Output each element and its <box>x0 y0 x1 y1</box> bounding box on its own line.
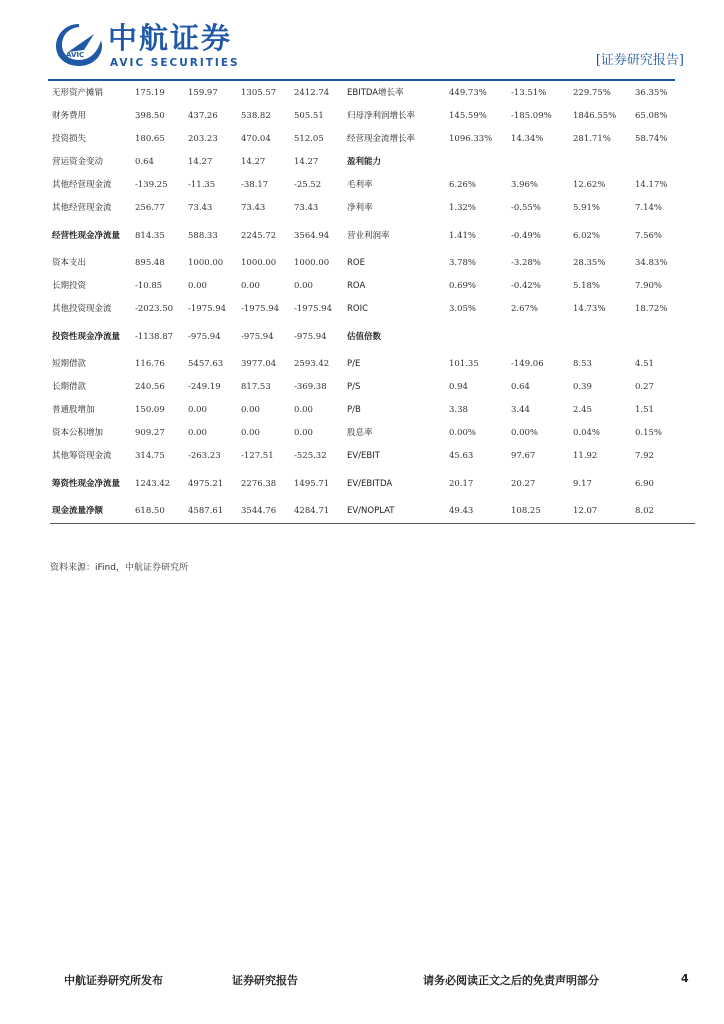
table-cell: 1000.00 <box>241 258 277 268</box>
row-label: 营运资金变动 <box>52 157 104 167</box>
table-cell: 0.00 <box>294 405 313 415</box>
table-row <box>50 298 695 321</box>
table-cell: 150.09 <box>135 405 165 415</box>
table-cell: -263.23 <box>188 451 221 461</box>
financial-table-body <box>50 82 695 524</box>
table-cell: 398.50 <box>135 111 165 121</box>
table-cell: -249.19 <box>188 382 221 392</box>
table-cell: 97.67 <box>511 451 536 461</box>
row-label: 营业利润率 <box>347 230 390 241</box>
table-cell: 6.02% <box>573 230 601 241</box>
table-cell: 229.75% <box>573 88 611 98</box>
table-cell: 6.90 <box>635 478 654 489</box>
table-cell: 2412.74 <box>294 88 330 98</box>
table-cell: 0.00 <box>241 281 260 291</box>
table-cell: 0.00 <box>241 428 260 438</box>
row-label: 经营性现金净流量 <box>52 230 121 241</box>
table-cell: 65.08% <box>635 111 668 121</box>
table-cell: 1.41% <box>449 230 477 241</box>
table-cell: -139.25 <box>135 180 168 190</box>
table-row <box>50 220 695 252</box>
table-cell: 3977.04 <box>241 359 277 369</box>
table-cell <box>447 151 509 174</box>
table-cell: 1305.57 <box>241 88 277 98</box>
table-cell: 0.15% <box>635 428 663 438</box>
table-cell: 2.67% <box>511 304 539 314</box>
row-label: 其他筹资现金流 <box>52 451 112 461</box>
table-cell: 2276.38 <box>241 478 277 489</box>
page-footer <box>0 972 724 992</box>
table-cell: 1846.55% <box>573 111 617 121</box>
row-label: 资本支出 <box>52 258 87 268</box>
table-cell: 145.59% <box>449 111 487 121</box>
table-cell: 3.96% <box>511 180 539 190</box>
table-cell: 0.39 <box>573 382 592 392</box>
table-cell: 618.50 <box>133 500 186 524</box>
table-cell: 7.92 <box>635 451 654 461</box>
table-row <box>50 422 695 445</box>
table-cell: 1.51 <box>635 405 654 415</box>
row-label: 现金流量净额 <box>50 500 133 524</box>
table-cell: 12.07 <box>571 500 633 524</box>
row-label: ROIC <box>347 304 369 314</box>
table-cell <box>571 151 633 174</box>
row-label: P/S <box>347 382 361 392</box>
table-cell: 73.43 <box>294 203 319 213</box>
table-cell: 7.14% <box>635 203 663 213</box>
table-cell: -525.32 <box>294 451 327 461</box>
table-cell: 180.65 <box>135 134 165 144</box>
table-cell: 1096.33% <box>449 134 493 144</box>
table-row <box>50 151 695 174</box>
table-cell <box>447 321 509 353</box>
table-cell: 281.71% <box>573 134 611 144</box>
table-cell: -975.94 <box>188 331 221 342</box>
table-cell: -38.17 <box>241 180 269 190</box>
financial-forecast-table <box>50 82 695 524</box>
page-header <box>0 0 724 82</box>
table-cell: -185.09% <box>511 111 552 121</box>
table-cell: 0.00 <box>241 405 260 415</box>
table-cell: 0.00 <box>188 405 207 415</box>
table-cell: 0.00% <box>511 428 539 438</box>
table-cell: 4587.61 <box>186 500 239 524</box>
table-cell: 0.04% <box>573 428 601 438</box>
table-cell: 3544.76 <box>239 500 292 524</box>
row-label: ROA <box>347 281 366 291</box>
table-cell: 49.43 <box>447 500 509 524</box>
table-cell: 512.05 <box>294 134 324 144</box>
table-cell: 203.23 <box>188 134 218 144</box>
table-cell: -369.38 <box>294 382 327 392</box>
table-row <box>50 445 695 468</box>
data-source-note: 资料来源：iFind，中航证券研究所 <box>50 563 188 573</box>
table-cell: -11.35 <box>188 180 216 190</box>
table-cell: 3.38 <box>449 405 468 415</box>
page-number: 4 <box>681 972 689 985</box>
table-cell: 0.94 <box>449 382 468 392</box>
table-cell: 73.43 <box>188 203 213 213</box>
table-cell: -975.94 <box>294 331 327 342</box>
table-cell: -0.49% <box>511 230 541 241</box>
table-cell: 240.56 <box>135 382 165 392</box>
table-cell: 0.27 <box>635 382 654 392</box>
table-row <box>50 82 695 105</box>
row-label: 其他经营现金流 <box>52 203 112 213</box>
table-cell: 2245.72 <box>241 230 277 241</box>
table-cell: 3.78% <box>449 258 477 268</box>
table-cell: 0.00% <box>449 428 477 438</box>
table-cell: 895.48 <box>135 258 165 268</box>
table-cell: -1975.94 <box>188 304 227 314</box>
table-cell: 2.45 <box>573 405 592 415</box>
table-cell: 4284.71 <box>292 500 345 524</box>
table-cell: 0.00 <box>188 428 207 438</box>
table-cell: 14.27 <box>188 157 213 167</box>
table-cell: 20.17 <box>449 478 474 489</box>
table-cell: 4.51 <box>635 359 654 369</box>
table-cell: -3.28% <box>511 258 541 268</box>
row-label: EV/NOPLAT <box>345 500 447 524</box>
brand-name-cn: 中航证券 <box>108 21 233 55</box>
table-row <box>50 128 695 151</box>
table-cell: 34.83% <box>635 258 668 268</box>
table-cell: 5457.63 <box>188 359 224 369</box>
table-row <box>50 376 695 399</box>
section-heading: 估值倍数 <box>347 331 382 342</box>
table-cell: 6.26% <box>449 180 477 190</box>
table-cell: 18.72% <box>635 304 668 314</box>
footer-report-type: 证券研究报告 <box>232 974 298 987</box>
table-cell: 909.27 <box>135 428 165 438</box>
table-cell: 2593.42 <box>294 359 330 369</box>
table-cell <box>633 151 695 174</box>
row-label: 普通股增加 <box>52 405 95 415</box>
table-cell: 5.18% <box>573 281 601 291</box>
row-label: 净利率 <box>347 203 373 213</box>
table-cell: 45.63 <box>449 451 474 461</box>
table-cell: 0.00 <box>294 428 313 438</box>
table-row <box>50 252 695 275</box>
table-cell: 817.53 <box>241 382 271 392</box>
row-label: 资本公积增加 <box>52 428 104 438</box>
table-cell: 1243.42 <box>135 478 171 489</box>
table-cell: 538.82 <box>241 111 271 121</box>
table-row <box>50 197 695 220</box>
row-label: 无形资产摊销 <box>52 88 104 98</box>
table-row <box>50 321 695 353</box>
table-cell: -1138.87 <box>135 331 174 342</box>
table-cell: 14.17% <box>635 180 668 190</box>
row-label: 股息率 <box>347 428 373 438</box>
table-cell: -0.55% <box>511 203 541 213</box>
footer-publisher: 中航证券研究所发布 <box>64 974 163 987</box>
table-cell: 0.00 <box>294 281 313 291</box>
row-label: 筹资性现金净流量 <box>52 478 121 489</box>
table-cell: 101.35 <box>449 359 479 369</box>
table-cell: 8.53 <box>573 359 592 369</box>
table-cell: 470.04 <box>241 134 271 144</box>
table-cell: 505.51 <box>294 111 324 121</box>
table-cell: 3.05% <box>449 304 477 314</box>
row-label: 长期借款 <box>52 382 87 392</box>
footer-disclaimer: 请务必阅读正文之后的免责声明部分 <box>423 974 599 987</box>
table-cell: 116.76 <box>135 359 165 369</box>
table-row <box>50 468 695 500</box>
table-cell: 7.90% <box>635 281 663 291</box>
row-label: EBITDA增长率 <box>347 88 404 98</box>
financial-table-container <box>50 82 672 524</box>
table-cell: -2023.50 <box>135 304 174 314</box>
table-cell: 1495.71 <box>294 478 330 489</box>
table-cell: 0.00 <box>188 281 207 291</box>
table-cell: -975.94 <box>241 331 274 342</box>
row-label: 财务费用 <box>52 111 87 121</box>
table-cell: 14.34% <box>511 134 544 144</box>
table-cell: 0.64 <box>511 382 530 392</box>
table-row <box>50 275 695 298</box>
avic-logo-text: AVIC <box>66 51 85 59</box>
table-cell: -149.06 <box>511 359 544 369</box>
table-cell <box>571 321 633 353</box>
table-cell: 58.74% <box>635 134 668 144</box>
row-label: P/B <box>347 405 361 415</box>
table-cell: 28.35% <box>573 258 606 268</box>
row-label: ROE <box>347 258 365 268</box>
table-cell: 0.69% <box>449 281 477 291</box>
table-cell <box>509 151 571 174</box>
table-cell: 8.02 <box>633 500 695 524</box>
row-label: 其他投资现金流 <box>52 304 112 314</box>
table-cell: 14.27 <box>294 157 319 167</box>
row-label: 短期借款 <box>52 359 87 369</box>
table-cell: 814.35 <box>135 230 165 241</box>
table-row <box>50 174 695 197</box>
row-label: EV/EBITDA <box>347 478 393 489</box>
table-cell: 1000.00 <box>188 258 224 268</box>
report-type-tag: [证券研究报告] <box>595 53 684 68</box>
table-cell: 3.44 <box>511 405 530 415</box>
table-row <box>50 399 695 422</box>
table-cell: -13.51% <box>511 88 547 98</box>
table-cell: 1.32% <box>449 203 477 213</box>
table-cell: 12.62% <box>573 180 606 190</box>
table-cell: 256.77 <box>135 203 165 213</box>
row-label: 投资性现金净流量 <box>52 331 121 342</box>
table-cell: 0.64 <box>135 157 154 167</box>
row-label: 归母净利润增长率 <box>347 111 416 121</box>
table-cell: -0.42% <box>511 281 541 291</box>
row-label: 投资损失 <box>52 134 87 144</box>
table-cell: 588.33 <box>188 230 218 241</box>
header-divider <box>48 79 675 81</box>
row-label: 长期投资 <box>52 281 87 291</box>
table-cell: 449.73% <box>449 88 487 98</box>
table-row <box>50 500 695 524</box>
table-cell: 9.17 <box>573 478 592 489</box>
table-cell: 14.27 <box>241 157 266 167</box>
row-label: P/E <box>347 359 361 369</box>
table-cell: 1000.00 <box>294 258 330 268</box>
table-cell: 4975.21 <box>188 478 224 489</box>
row-label: 其他经营现金流 <box>52 180 112 190</box>
table-cell: 11.92 <box>573 451 598 461</box>
table-cell: 314.75 <box>135 451 165 461</box>
table-cell: 14.73% <box>573 304 606 314</box>
row-label: 经营现金流增长率 <box>347 134 416 144</box>
table-cell: 3564.94 <box>294 230 330 241</box>
table-cell: 36.35% <box>635 88 668 98</box>
table-cell: 175.19 <box>135 88 165 98</box>
avic-logo-icon <box>54 22 104 68</box>
table-cell <box>633 321 695 353</box>
table-cell <box>509 321 571 353</box>
table-cell: 20.27 <box>511 478 536 489</box>
table-cell: -10.85 <box>135 281 163 291</box>
table-cell: 73.43 <box>241 203 266 213</box>
table-cell: -25.52 <box>294 180 322 190</box>
table-cell: 437.26 <box>188 111 218 121</box>
row-label: EV/EBIT <box>347 451 380 461</box>
table-row <box>50 353 695 376</box>
table-cell: -1975.94 <box>294 304 333 314</box>
brand-name-en: AVIC SECURITIES <box>110 57 240 69</box>
table-cell: -1975.94 <box>241 304 280 314</box>
row-label: 毛利率 <box>347 180 373 190</box>
table-cell: 159.97 <box>188 88 218 98</box>
table-cell: 108.25 <box>509 500 571 524</box>
table-cell: -127.51 <box>241 451 274 461</box>
table-cell: 7.56% <box>635 230 663 241</box>
table-cell: 5.91% <box>573 203 601 213</box>
table-row <box>50 105 695 128</box>
section-heading: 盈利能力 <box>347 157 382 167</box>
